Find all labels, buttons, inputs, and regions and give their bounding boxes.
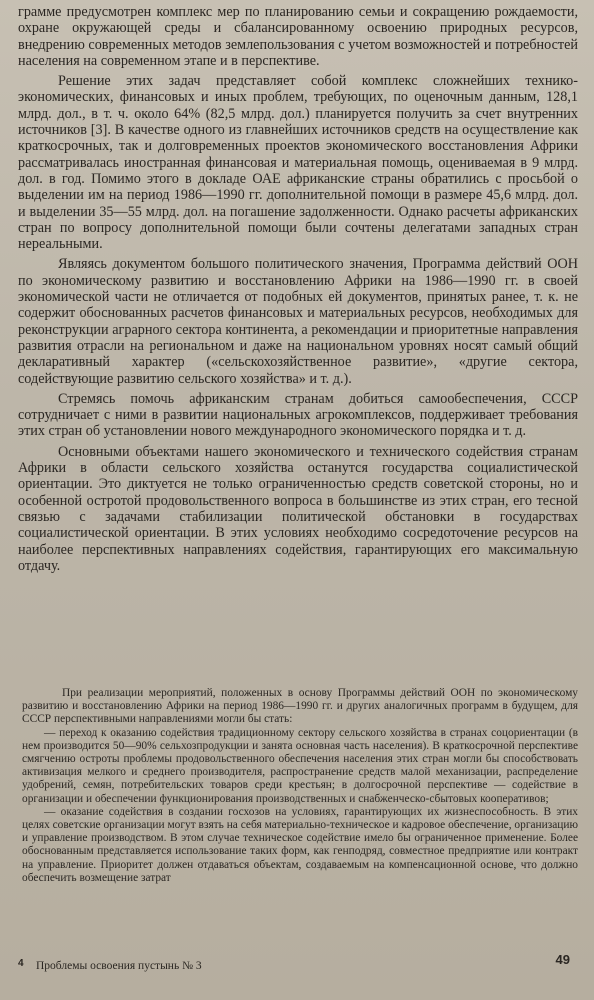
page-number: 49 bbox=[555, 952, 570, 967]
journal-title: Проблемы освоения пустынь № 3 bbox=[36, 960, 202, 972]
main-text bbox=[18, 4, 578, 578]
paragraph-3: Являясь документом большого политического значения, Программа действий ООН по экономическому развитию и восстановлению Африки на 1986—1990 гг. в своей экономической части не отличается от подобных ей документов, принятых ранее, т. к. не содержит обоснованных расчетов финансовых и материальных ресурсов, необходимых для реконструкции аграрного сектора континента, а рекомендации и приоритетные направления развития отрасли на региональном и даже на национальном уровнях носят самый общий декларативный характер («сельскохозяйственное развитие», «другие сектора, содействующие развитию сельского хозяйства» и т. д.). bbox=[18, 256, 578, 387]
paragraph-1: грамме предусмотрен комплекс мер по планированию семьи и сокращению рождаемости, охране окружающей среды и сбалансированному освоению природных ресурсов, внедрению современных методов землепользования с учетом возможностей и потребностей населения на современном этапе и в перспективе. bbox=[18, 4, 578, 69]
small-item-1: — переход к оказанию содействия традиционному сектору сельского хозяйства в странах соцориентации (в нем производится 50—90% сельхозпродукции и занята основная часть населения). В краткосрочной перспективе смягчению остроты проблемы продовольственного обеспечения населения этих стран могли бы способствовать активизация мелкого и среднего производителя, распространение средств малой механизации, распределение удобрений, семян, потребительских товаров среди крестьян; в долгосрочной перспективе — содействие в организации и обеспечении функционирования производственных и снабженческо-сбытовых кооперативов; bbox=[22, 726, 578, 805]
paragraph-2: Решение этих задач представляет собой комплекс сложнейших технико-экономических, финансовых и иных проблем, требующих, по оценочным данным, 128,1 млрд. дол., в т. ч. около 64% (82,5 млрд. дол.) планируется получить за счет внутренних источников [3]. В качестве одного из главнейших источников средств на осуществление как краткосрочных, так и долговременных проектов экономического восстановления Африки рассматривалась иностранная финансовая и материальная помощь, оцениваемая в 9 млрд. дол. в год. Помимо этого в докладе ОАЕ африканские страны обратились с просьбой о выделении им на период 1986—1990 гг. дополнительной помощи в размере 45,6 млрд. дол. и выделении 35—55 млрд. дол. на погашение задолженности. Однако расчеты африканских стран по вопросу дополнительной помощи были сочтены делегатами западных стран нереальными. bbox=[18, 73, 578, 253]
small-item-2: — оказание содействия в создании госхозов на условиях, гарантирующих их жизнеспособность. В этих целях советские организации могут взять на себя материально-техническое и кадровое обеспечение, организацию и управление производством. В этом случае техническое содействие имело бы ограниченное применение. Более обоснованным представляется использование таких форм, как генподряд, совместное предприятие или контракт на управление. Приоритет должен отдаваться объектам, создаваемым на компенсационной основе, что должно обеспечить возмещение затрат bbox=[22, 805, 578, 884]
paragraph-4: Стремясь помочь африканским странам добиться самообеспечения, СССР сотрудничает с ними в развитии национальных агрокомплексов, поддерживает требования этих стран об установлении нового международного экономического порядка и т. д. bbox=[18, 390, 578, 440]
page-footer bbox=[18, 952, 578, 982]
signature-mark: 4 bbox=[18, 958, 24, 969]
small-intro: При реализации мероприятий, положенных в основу Программы действий ООН по экономическому развитию и восстановлению Африки на период 1986—1990 гг. и других аналогичных программ в будущем, для СССР перспективными направлениями могли бы стать: bbox=[22, 687, 578, 726]
small-print-section bbox=[22, 687, 578, 885]
paragraph-5: Основными объектами нашего экономического и технического содействия странам Африки в области сельского хозяйства останутся государства социалистической ориентации. Это диктуется не только ограниченностью средств советской стороны, но и особенной остротой продовольственного вопроса в большинстве из этих стран, его тесной связью с задачами стабилизации политической обстановки в государствах социалистической ориентации. В этих условиях необходимо сосредоточение ресурсов на наиболее перспективных направлениях содействия, гарантирующих его максимальную отдачу. bbox=[18, 443, 578, 574]
